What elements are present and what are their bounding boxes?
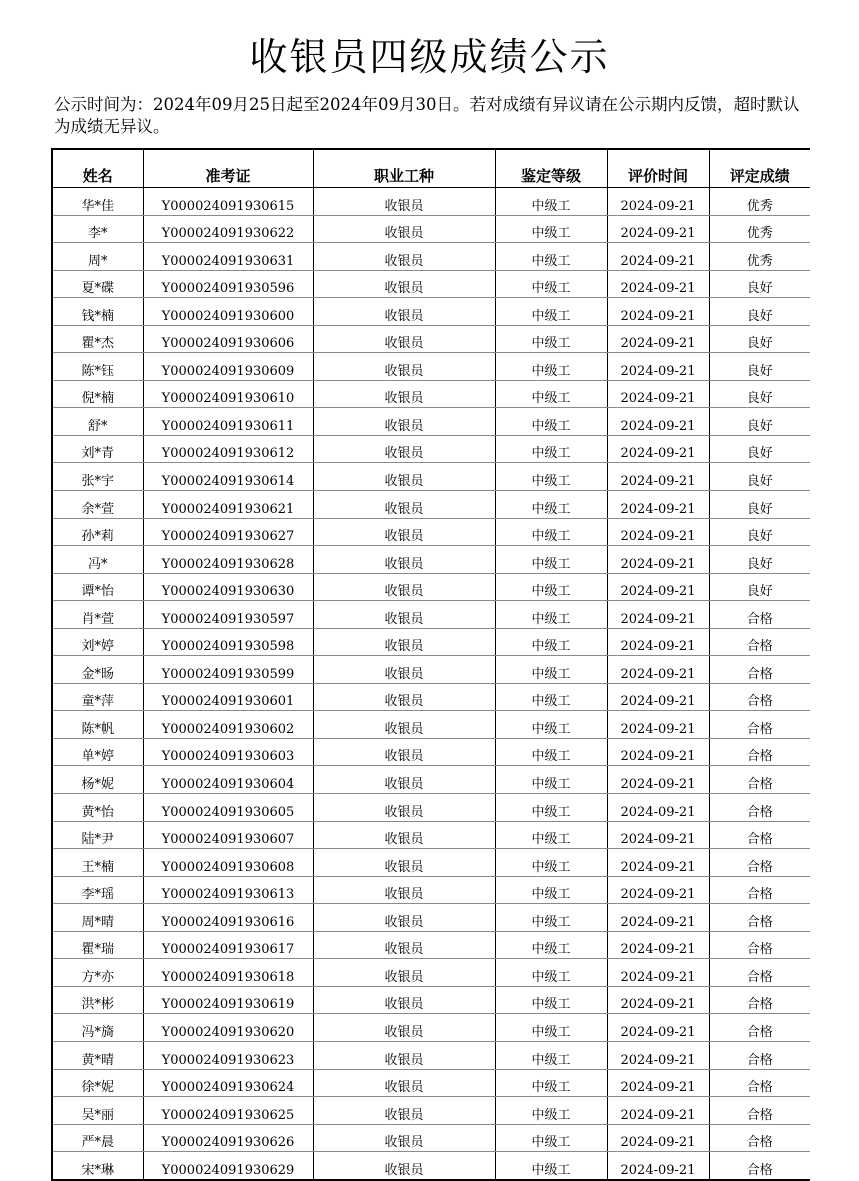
- cell-grade: 良好: [709, 491, 810, 519]
- table-row: [52, 766, 810, 794]
- cell-level: 中级工: [495, 794, 607, 822]
- cell-level: 中级工: [495, 711, 607, 739]
- cell-grade: 合格: [709, 986, 810, 1014]
- cell-name: 李*瑶: [52, 876, 143, 904]
- cell-name: 孙*莉: [52, 518, 143, 546]
- cell-eval-date: 2024-09-21: [607, 876, 709, 904]
- cell-grade: 良好: [709, 546, 810, 574]
- cell-exam-id: Y000024091930626: [143, 1124, 313, 1152]
- cell-grade: 良好: [709, 353, 810, 381]
- header-grade: 评定成绩: [709, 149, 810, 188]
- cell-grade: 良好: [709, 298, 810, 326]
- grades-table: [51, 148, 810, 1181]
- cell-exam-id: Y000024091930627: [143, 518, 313, 546]
- cell-grade: 良好: [709, 463, 810, 491]
- cell-eval-date: 2024-09-21: [607, 408, 709, 436]
- cell-exam-id: Y000024091930610: [143, 380, 313, 408]
- table-row: [52, 738, 810, 766]
- cell-occupation: 收银员: [313, 601, 495, 629]
- cell-name: 吴*丽: [52, 1097, 143, 1125]
- cell-name: 陆*尹: [52, 821, 143, 849]
- cell-eval-date: 2024-09-21: [607, 931, 709, 959]
- cell-occupation: 收银员: [313, 656, 495, 684]
- cell-grade: 合格: [709, 904, 810, 932]
- cell-level: 中级工: [495, 821, 607, 849]
- cell-grade: 合格: [709, 711, 810, 739]
- cell-occupation: 收银员: [313, 904, 495, 932]
- table-row: [52, 463, 810, 491]
- cell-level: 中级工: [495, 298, 607, 326]
- cell-eval-date: 2024-09-21: [607, 601, 709, 629]
- table-row: [52, 986, 810, 1014]
- cell-name: 冯*旖: [52, 1014, 143, 1042]
- cell-occupation: 收银员: [313, 518, 495, 546]
- cell-occupation: 收银员: [313, 1124, 495, 1152]
- cell-eval-date: 2024-09-21: [607, 298, 709, 326]
- cell-grade: 合格: [709, 628, 810, 656]
- cell-occupation: 收银员: [313, 683, 495, 711]
- cell-name: 谭*怡: [52, 573, 143, 601]
- cell-eval-date: 2024-09-21: [607, 188, 709, 216]
- cell-level: 中级工: [495, 959, 607, 987]
- cell-exam-id: Y000024091930606: [143, 325, 313, 353]
- table-row: [52, 794, 810, 822]
- cell-level: 中级工: [495, 215, 607, 243]
- cell-level: 中级工: [495, 628, 607, 656]
- page-title: 收银员四级成绩公示: [249, 35, 610, 79]
- cell-grade: 良好: [709, 518, 810, 546]
- cell-eval-date: 2024-09-21: [607, 546, 709, 574]
- cell-eval-date: 2024-09-21: [607, 325, 709, 353]
- cell-exam-id: Y000024091930607: [143, 821, 313, 849]
- cell-grade: 优秀: [709, 243, 810, 271]
- cell-occupation: 收银员: [313, 353, 495, 381]
- cell-grade: 优秀: [709, 188, 810, 216]
- cell-occupation: 收银员: [313, 959, 495, 987]
- cell-grade: 合格: [709, 849, 810, 877]
- table-body: [52, 188, 810, 1180]
- cell-name: 金*旸: [52, 656, 143, 684]
- cell-level: 中级工: [495, 849, 607, 877]
- cell-exam-id: Y000024091930605: [143, 794, 313, 822]
- table-row: [52, 849, 810, 877]
- cell-level: 中级工: [495, 546, 607, 574]
- header-level: 鉴定等级: [495, 149, 607, 188]
- cell-exam-id: Y000024091930608: [143, 849, 313, 877]
- cell-grade: 合格: [709, 738, 810, 766]
- cell-name: 余*萱: [52, 491, 143, 519]
- table-row: [52, 298, 810, 326]
- cell-eval-date: 2024-09-21: [607, 959, 709, 987]
- cell-eval-date: 2024-09-21: [607, 904, 709, 932]
- cell-occupation: 收银员: [313, 1041, 495, 1069]
- cell-level: 中级工: [495, 876, 607, 904]
- cell-occupation: 收银员: [313, 546, 495, 574]
- cell-occupation: 收银员: [313, 573, 495, 601]
- cell-occupation: 收银员: [313, 380, 495, 408]
- cell-occupation: 收银员: [313, 931, 495, 959]
- cell-exam-id: Y000024091930623: [143, 1041, 313, 1069]
- cell-occupation: 收银员: [313, 1097, 495, 1125]
- cell-grade: 合格: [709, 1069, 810, 1097]
- cell-exam-id: Y000024091930612: [143, 435, 313, 463]
- cell-level: 中级工: [495, 1124, 607, 1152]
- cell-occupation: 收银员: [313, 766, 495, 794]
- cell-exam-id: Y000024091930619: [143, 986, 313, 1014]
- cell-exam-id: Y000024091930615: [143, 188, 313, 216]
- cell-level: 中级工: [495, 1014, 607, 1042]
- cell-occupation: 收银员: [313, 188, 495, 216]
- cell-exam-id: Y000024091930618: [143, 959, 313, 987]
- cell-name: 夏*碟: [52, 270, 143, 298]
- table-row: [52, 546, 810, 574]
- table-row: [52, 1124, 810, 1152]
- cell-occupation: 收银员: [313, 408, 495, 436]
- cell-name: 杨*妮: [52, 766, 143, 794]
- cell-level: 中级工: [495, 1069, 607, 1097]
- cell-grade: 合格: [709, 766, 810, 794]
- cell-eval-date: 2024-09-21: [607, 711, 709, 739]
- cell-occupation: 收银员: [313, 243, 495, 271]
- table-row: [52, 931, 810, 959]
- cell-eval-date: 2024-09-21: [607, 656, 709, 684]
- cell-name: 李*: [52, 215, 143, 243]
- table-row: [52, 408, 810, 436]
- cell-eval-date: 2024-09-21: [607, 1097, 709, 1125]
- cell-eval-date: 2024-09-21: [607, 353, 709, 381]
- cell-name: 严*晨: [52, 1124, 143, 1152]
- cell-eval-date: 2024-09-21: [607, 215, 709, 243]
- cell-occupation: 收银员: [313, 849, 495, 877]
- cell-occupation: 收银员: [313, 1069, 495, 1097]
- cell-eval-date: 2024-09-21: [607, 435, 709, 463]
- cell-exam-id: Y000024091930622: [143, 215, 313, 243]
- cell-eval-date: 2024-09-21: [607, 463, 709, 491]
- cell-name: 方*亦: [52, 959, 143, 987]
- cell-occupation: 收银员: [313, 628, 495, 656]
- cell-occupation: 收银员: [313, 215, 495, 243]
- cell-grade: 合格: [709, 1014, 810, 1042]
- cell-level: 中级工: [495, 353, 607, 381]
- cell-occupation: 收银员: [313, 711, 495, 739]
- cell-grade: 合格: [709, 821, 810, 849]
- cell-grade: 合格: [709, 1097, 810, 1125]
- cell-name: 钱*楠: [52, 298, 143, 326]
- cell-level: 中级工: [495, 435, 607, 463]
- cell-exam-id: Y000024091930617: [143, 931, 313, 959]
- cell-name: 宋*琳: [52, 1152, 143, 1180]
- cell-grade: 合格: [709, 959, 810, 987]
- cell-grade: 良好: [709, 270, 810, 298]
- cell-eval-date: 2024-09-21: [607, 794, 709, 822]
- cell-exam-id: Y000024091930597: [143, 601, 313, 629]
- cell-occupation: 收银员: [313, 1152, 495, 1180]
- cell-level: 中级工: [495, 325, 607, 353]
- header-exam-id: 准考证: [143, 149, 313, 188]
- header-occupation: 职业工种: [313, 149, 495, 188]
- cell-occupation: 收银员: [313, 435, 495, 463]
- header-name: 姓名: [52, 149, 143, 188]
- table-row: [52, 821, 810, 849]
- cell-grade: 合格: [709, 683, 810, 711]
- cell-occupation: 收银员: [313, 491, 495, 519]
- cell-name: 倪*楠: [52, 380, 143, 408]
- cell-level: 中级工: [495, 601, 607, 629]
- cell-name: 冯*: [52, 546, 143, 574]
- cell-exam-id: Y000024091930603: [143, 738, 313, 766]
- cell-name: 陈*帆: [52, 711, 143, 739]
- cell-eval-date: 2024-09-21: [607, 243, 709, 271]
- cell-exam-id: Y000024091930601: [143, 683, 313, 711]
- cell-level: 中级工: [495, 463, 607, 491]
- table-row: [52, 1014, 810, 1042]
- cell-level: 中级工: [495, 904, 607, 932]
- cell-level: 中级工: [495, 1041, 607, 1069]
- cell-exam-id: Y000024091930620: [143, 1014, 313, 1042]
- cell-name: 黄*怡: [52, 794, 143, 822]
- cell-grade: 良好: [709, 380, 810, 408]
- cell-level: 中级工: [495, 270, 607, 298]
- cell-level: 中级工: [495, 656, 607, 684]
- cell-grade: 合格: [709, 656, 810, 684]
- cell-name: 陈*钰: [52, 353, 143, 381]
- table-row: [52, 1041, 810, 1069]
- cell-level: 中级工: [495, 188, 607, 216]
- table-row: [52, 656, 810, 684]
- cell-name: 瞿*杰: [52, 325, 143, 353]
- cell-name: 周*晴: [52, 904, 143, 932]
- table-row: [52, 1152, 810, 1180]
- cell-exam-id: Y000024091930598: [143, 628, 313, 656]
- cell-exam-id: Y000024091930621: [143, 491, 313, 519]
- table-row: [52, 1097, 810, 1125]
- table-header-row: [52, 149, 810, 188]
- cell-exam-id: Y000024091930600: [143, 298, 313, 326]
- table-row: [52, 435, 810, 463]
- cell-occupation: 收银员: [313, 986, 495, 1014]
- cell-grade: 良好: [709, 573, 810, 601]
- cell-name: 童*萍: [52, 683, 143, 711]
- cell-grade: 合格: [709, 876, 810, 904]
- cell-level: 中级工: [495, 931, 607, 959]
- cell-occupation: 收银员: [313, 1014, 495, 1042]
- cell-occupation: 收银员: [313, 325, 495, 353]
- cell-level: 中级工: [495, 986, 607, 1014]
- cell-eval-date: 2024-09-21: [607, 1069, 709, 1097]
- cell-name: 华*佳: [52, 188, 143, 216]
- cell-name: 肖*萱: [52, 601, 143, 629]
- cell-occupation: 收银员: [313, 463, 495, 491]
- cell-eval-date: 2024-09-21: [607, 1124, 709, 1152]
- cell-grade: 良好: [709, 408, 810, 436]
- cell-exam-id: Y000024091930631: [143, 243, 313, 271]
- cell-grade: 合格: [709, 1041, 810, 1069]
- cell-level: 中级工: [495, 380, 607, 408]
- cell-eval-date: 2024-09-21: [607, 1041, 709, 1069]
- cell-name: 刘*婷: [52, 628, 143, 656]
- cell-name: 黄*晴: [52, 1041, 143, 1069]
- cell-level: 中级工: [495, 1097, 607, 1125]
- cell-eval-date: 2024-09-21: [607, 683, 709, 711]
- cell-occupation: 收银员: [313, 876, 495, 904]
- cell-exam-id: Y000024091930624: [143, 1069, 313, 1097]
- cell-name: 刘*青: [52, 435, 143, 463]
- cell-exam-id: Y000024091930630: [143, 573, 313, 601]
- cell-eval-date: 2024-09-21: [607, 1152, 709, 1180]
- table-row: [52, 325, 810, 353]
- table-row: [52, 353, 810, 381]
- table-row: [52, 188, 810, 216]
- cell-exam-id: Y000024091930596: [143, 270, 313, 298]
- cell-name: 单*婷: [52, 738, 143, 766]
- cell-eval-date: 2024-09-21: [607, 270, 709, 298]
- cell-name: 徐*妮: [52, 1069, 143, 1097]
- cell-level: 中级工: [495, 1152, 607, 1180]
- cell-name: 周*: [52, 243, 143, 271]
- cell-occupation: 收银员: [313, 738, 495, 766]
- cell-name: 王*楠: [52, 849, 143, 877]
- cell-exam-id: Y000024091930628: [143, 546, 313, 574]
- cell-level: 中级工: [495, 766, 607, 794]
- header-eval-date: 评价时间: [607, 149, 709, 188]
- table-row: [52, 491, 810, 519]
- cell-exam-id: Y000024091930613: [143, 876, 313, 904]
- table-row: [52, 601, 810, 629]
- cell-grade: 良好: [709, 435, 810, 463]
- table-row: [52, 243, 810, 271]
- table-row: [52, 711, 810, 739]
- cell-eval-date: 2024-09-21: [607, 518, 709, 546]
- cell-grade: 优秀: [709, 215, 810, 243]
- cell-grade: 良好: [709, 325, 810, 353]
- table-row: [52, 628, 810, 656]
- cell-occupation: 收银员: [313, 794, 495, 822]
- cell-grade: 合格: [709, 794, 810, 822]
- cell-eval-date: 2024-09-21: [607, 821, 709, 849]
- cell-exam-id: Y000024091930602: [143, 711, 313, 739]
- cell-level: 中级工: [495, 738, 607, 766]
- cell-eval-date: 2024-09-21: [607, 628, 709, 656]
- cell-eval-date: 2024-09-21: [607, 738, 709, 766]
- cell-name: 张*宇: [52, 463, 143, 491]
- cell-exam-id: Y000024091930629: [143, 1152, 313, 1180]
- cell-level: 中级工: [495, 491, 607, 519]
- cell-exam-id: Y000024091930616: [143, 904, 313, 932]
- cell-exam-id: Y000024091930614: [143, 463, 313, 491]
- cell-name: 洪*彬: [52, 986, 143, 1014]
- cell-level: 中级工: [495, 408, 607, 436]
- cell-eval-date: 2024-09-21: [607, 849, 709, 877]
- table-row: [52, 1069, 810, 1097]
- cell-eval-date: 2024-09-21: [607, 766, 709, 794]
- cell-name: 舒*: [52, 408, 143, 436]
- cell-level: 中级工: [495, 683, 607, 711]
- cell-occupation: 收银员: [313, 298, 495, 326]
- table-row: [52, 518, 810, 546]
- table-row: [52, 270, 810, 298]
- cell-grade: 合格: [709, 601, 810, 629]
- table-row: [52, 683, 810, 711]
- cell-eval-date: 2024-09-21: [607, 986, 709, 1014]
- cell-level: 中级工: [495, 573, 607, 601]
- cell-eval-date: 2024-09-21: [607, 1014, 709, 1042]
- cell-grade: 合格: [709, 1152, 810, 1180]
- cell-exam-id: Y000024091930625: [143, 1097, 313, 1125]
- cell-occupation: 收银员: [313, 821, 495, 849]
- cell-eval-date: 2024-09-21: [607, 491, 709, 519]
- cell-exam-id: Y000024091930604: [143, 766, 313, 794]
- cell-exam-id: Y000024091930611: [143, 408, 313, 436]
- notice-text: 公示时间为：2024年09月25日起至2024年09月30日。若对成绩有异议请在公示期内反馈，超时默认为成绩无异议。: [54, 95, 800, 136]
- cell-name: 瞿*瑞: [52, 931, 143, 959]
- cell-level: 中级工: [495, 518, 607, 546]
- cell-exam-id: Y000024091930599: [143, 656, 313, 684]
- cell-eval-date: 2024-09-21: [607, 380, 709, 408]
- cell-level: 中级工: [495, 243, 607, 271]
- cell-grade: 合格: [709, 931, 810, 959]
- table-row: [52, 573, 810, 601]
- cell-occupation: 收银员: [313, 270, 495, 298]
- table-row: [52, 380, 810, 408]
- table-row: [52, 876, 810, 904]
- table-row: [52, 215, 810, 243]
- cell-grade: 合格: [709, 1124, 810, 1152]
- cell-eval-date: 2024-09-21: [607, 573, 709, 601]
- table-row: [52, 904, 810, 932]
- table-row: [52, 959, 810, 987]
- cell-exam-id: Y000024091930609: [143, 353, 313, 381]
